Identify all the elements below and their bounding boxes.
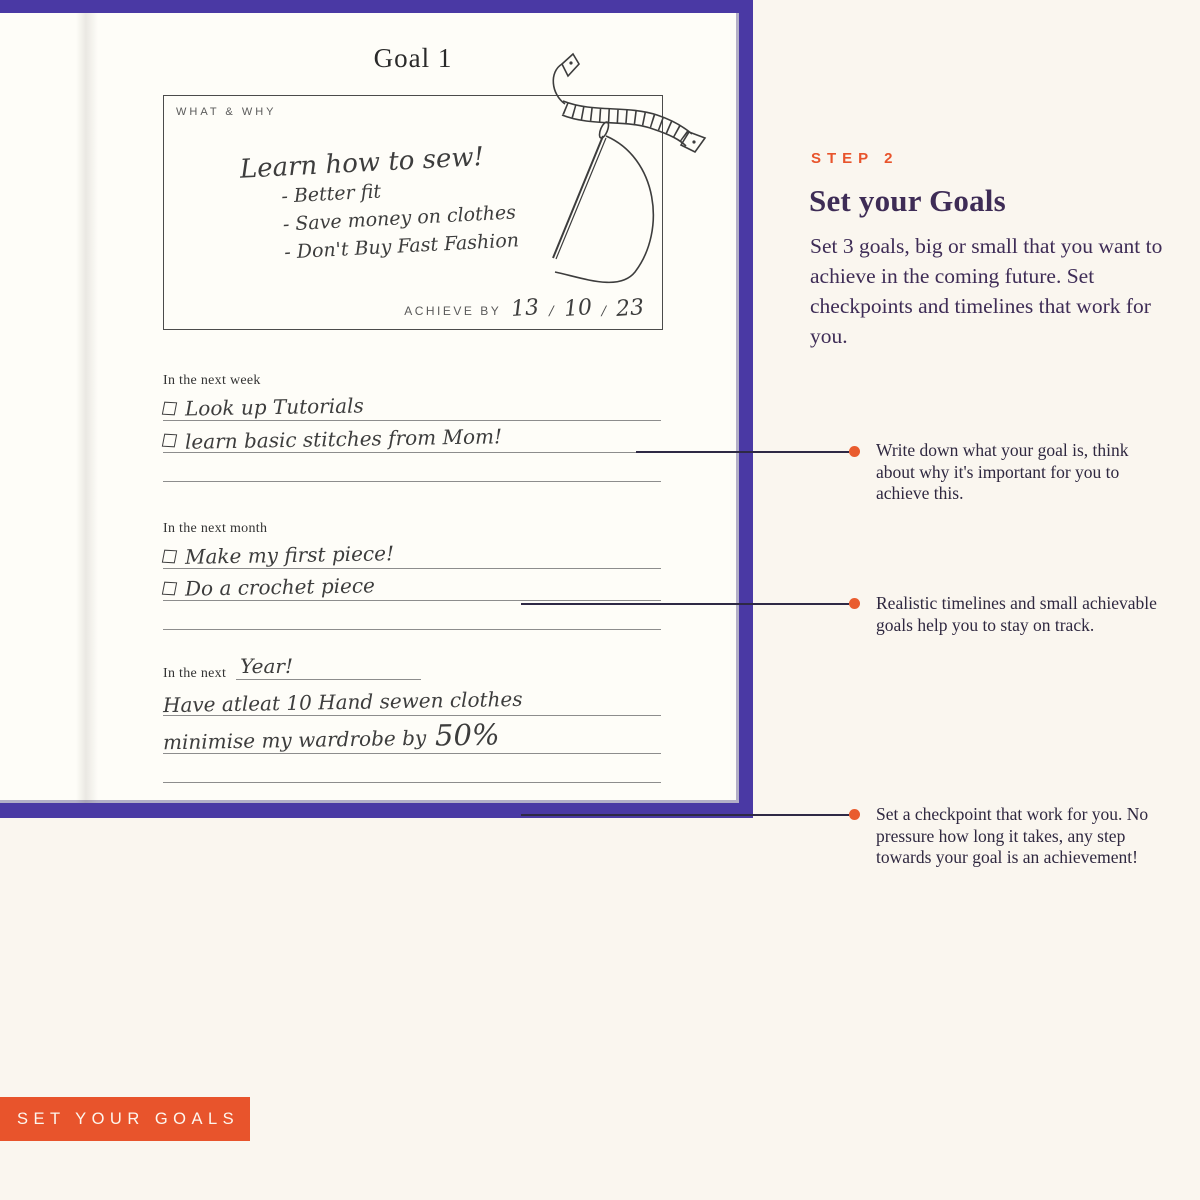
handwritten-goal (221, 140, 519, 269)
section-next-week (163, 373, 661, 482)
checklist-entry (163, 718, 661, 754)
handwritten-task-emphasis: 50% (434, 717, 500, 753)
goal-journal-book (0, 0, 753, 818)
annotation-connector-line (636, 451, 849, 453)
annotation-text: Realistic timelines and small achievable goals help you to stay on track. (876, 593, 1157, 635)
section-next-month (163, 521, 661, 630)
checklist-entry (163, 686, 661, 716)
what-why-box (163, 95, 663, 330)
handwritten-task: Look up Tutorials (184, 393, 364, 421)
annotation-connector-line (521, 603, 849, 605)
footer-banner (0, 1097, 250, 1141)
annotation-dot-icon (849, 598, 860, 609)
handwritten-timeframe: Year! (236, 654, 421, 680)
checkbox-icon (162, 582, 177, 596)
annotation-connector-line (521, 814, 849, 816)
date-separator: / (549, 304, 554, 319)
annotation-dot-icon (849, 446, 860, 457)
achieve-by-label: ACHIEVE BY (404, 304, 502, 318)
achieve-date-year: 23 (615, 295, 645, 322)
empty-rule-line (163, 603, 661, 630)
empty-rule-line (163, 455, 661, 482)
checklist-entry (163, 539, 661, 569)
annotation-text: Write down what your goal is, think about why it's important for you to achieve this. (876, 440, 1129, 503)
section-label: In the next month (163, 521, 268, 536)
checkbox-icon (162, 550, 177, 564)
achieve-date-month: 10 (562, 295, 593, 322)
handwritten-task: learn basic stitches from Mom! (184, 424, 503, 454)
handwritten-goal-reason: - Don't Buy Fast Fashion (283, 229, 520, 264)
date-separator: / (601, 304, 606, 319)
what-why-label: WHAT & WHY (176, 106, 277, 118)
handwritten-task: minimise my wardrobe by (162, 725, 427, 755)
achieve-date-day: 13 (510, 295, 541, 322)
checklist-entry (163, 571, 661, 601)
goal-page-title: Goal 1 (373, 43, 453, 73)
annotation-text: Set a checkpoint that work for you. No pressure how long it takes, any step towards your goal is an achievement! (876, 804, 1149, 867)
empty-rule-line (163, 756, 661, 783)
handwritten-task: Have atleat 10 Hand sewen clothes (162, 686, 523, 718)
handwritten-goal-main: Learn how to sew! (239, 142, 485, 185)
handwritten-goal-reason: - Better fit (280, 180, 382, 208)
step-label: STEP 2 (811, 150, 899, 167)
footer-banner-label: SET YOUR GOALS (17, 1109, 240, 1128)
journal-page (0, 13, 739, 803)
checklist-entry (163, 391, 661, 421)
page-title: Set your Goals (809, 183, 1006, 218)
step-description: Set 3 goals, big or small that you want to achieve in the coming future. Set checkpoints and timelines that work for you. (810, 234, 1163, 348)
checkbox-icon (162, 402, 177, 416)
handwritten-task: Make my first piece! (184, 541, 395, 569)
achieve-by-row (404, 296, 644, 321)
handwritten-task: Do a crochet piece (184, 573, 376, 601)
checkbox-icon (162, 434, 177, 448)
annotation-dot-icon (849, 809, 860, 820)
section-label: In the next week (163, 373, 261, 388)
handwritten-goal-reason: - Save money on clothes (282, 201, 517, 236)
checklist-entry (163, 423, 661, 453)
section-next-custom (162, 654, 661, 783)
section-label-row (163, 654, 661, 684)
section-label: In the next (163, 666, 227, 681)
